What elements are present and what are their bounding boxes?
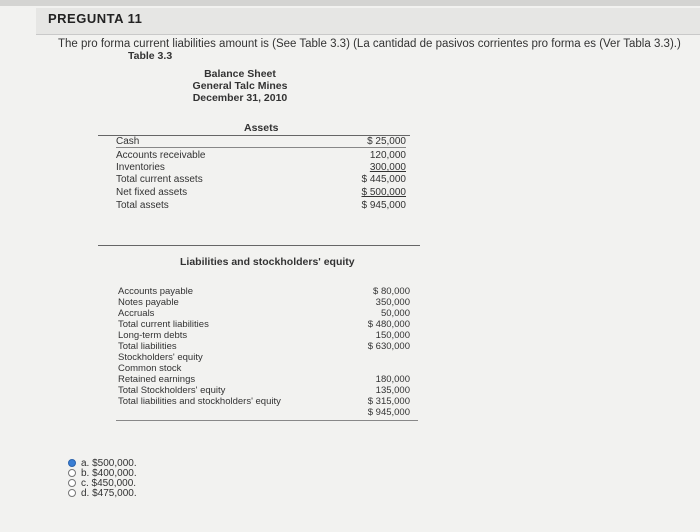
asset-label-total: Total assets	[116, 200, 169, 211]
asset-label-receivables: Accounts receivable	[116, 150, 206, 161]
liab-label-notes-payable: Notes payable	[118, 297, 179, 308]
option-b-label: b. $400,000.	[81, 468, 137, 479]
asset-label-total-current: Total current assets	[116, 174, 203, 185]
liab-value-total-current: $ 480,000	[367, 319, 410, 330]
radio-icon[interactable]	[68, 469, 76, 477]
section-divider	[98, 245, 420, 246]
question-header	[36, 8, 700, 34]
liab-value-notes-payable: 350,000	[375, 297, 410, 308]
header-divider	[36, 34, 700, 35]
statement-date: December 31, 2010	[192, 92, 288, 104]
asset-value-inventories: 300,000	[369, 162, 406, 173]
liab-label-total-current: Total current liabilities	[118, 319, 209, 330]
liab-bottom-rule	[116, 420, 418, 421]
asset-value-net-fixed: $ 500,000	[361, 187, 406, 198]
asset-label-net-fixed: Net fixed assets	[116, 187, 188, 198]
liab-label-long-term: Long-term debts	[118, 330, 188, 341]
option-a-label: a. $500,000.	[81, 458, 137, 469]
liab-value-accounts-payable: $ 80,000	[373, 286, 410, 297]
liabilities-heading: Liabilities and stockholders' equity	[180, 256, 355, 268]
liab-value-common-stock: 180,000	[375, 374, 410, 385]
option-c-label: c. $450,000.	[81, 478, 137, 489]
option-d-label: d. $475,000.	[81, 488, 137, 499]
liab-label-total-liab-equity: Total liabilities and stockholders' equity	[118, 396, 281, 407]
liab-label-accruals: Accruals	[118, 308, 155, 319]
question-number: PREGUNTA 11	[48, 11, 143, 26]
liab-label-common-stock: Common stock	[118, 363, 182, 374]
radio-selected-icon[interactable]	[68, 459, 76, 467]
liab-label-retained-earnings: Retained earnings	[118, 374, 196, 385]
liab-label-total-equity: Total Stockholders' equity	[118, 385, 226, 396]
radio-icon[interactable]	[68, 479, 76, 487]
cash-row-rule	[116, 147, 406, 148]
table-caption: Table 3.3	[128, 50, 173, 62]
liab-label-stockholders-equity: Stockholders' equity	[118, 352, 203, 363]
liab-value-total-equity: $ 315,000	[367, 396, 410, 407]
liab-label-total-liabilities: Total liabilities	[118, 341, 177, 352]
liab-value-long-term: 150,000	[375, 330, 410, 341]
liab-value-total-liabilities: $ 630,000	[367, 341, 410, 352]
liab-label-accounts-payable: Accounts payable	[118, 286, 193, 297]
asset-value-receivables: 120,000	[369, 150, 406, 161]
balance-sheet-title: Balance Sheet	[204, 68, 276, 80]
asset-value-total: $ 945,000	[361, 200, 406, 211]
liab-value-retained-earnings: 135,000	[375, 385, 410, 396]
asset-value-total-current: $ 445,000	[361, 174, 406, 185]
liab-value-total-liab-equity: $ 945,000	[367, 407, 410, 418]
asset-label-inventories: Inventories	[116, 162, 165, 173]
asset-label-cash: Cash	[116, 136, 140, 147]
top-strip	[0, 0, 700, 6]
company-name: General Talc Mines	[192, 80, 288, 92]
asset-value-cash: $ 25,000	[367, 136, 406, 147]
question-text: The pro forma current liabilities amount is (See Table 3.3) (La cantidad de pasivos corrientes pro forma es (Ver Tabla 3.3).)	[58, 38, 681, 50]
assets-heading: Assets	[244, 122, 279, 134]
liab-value-accruals: 50,000	[380, 308, 410, 319]
radio-icon[interactable]	[68, 489, 76, 497]
